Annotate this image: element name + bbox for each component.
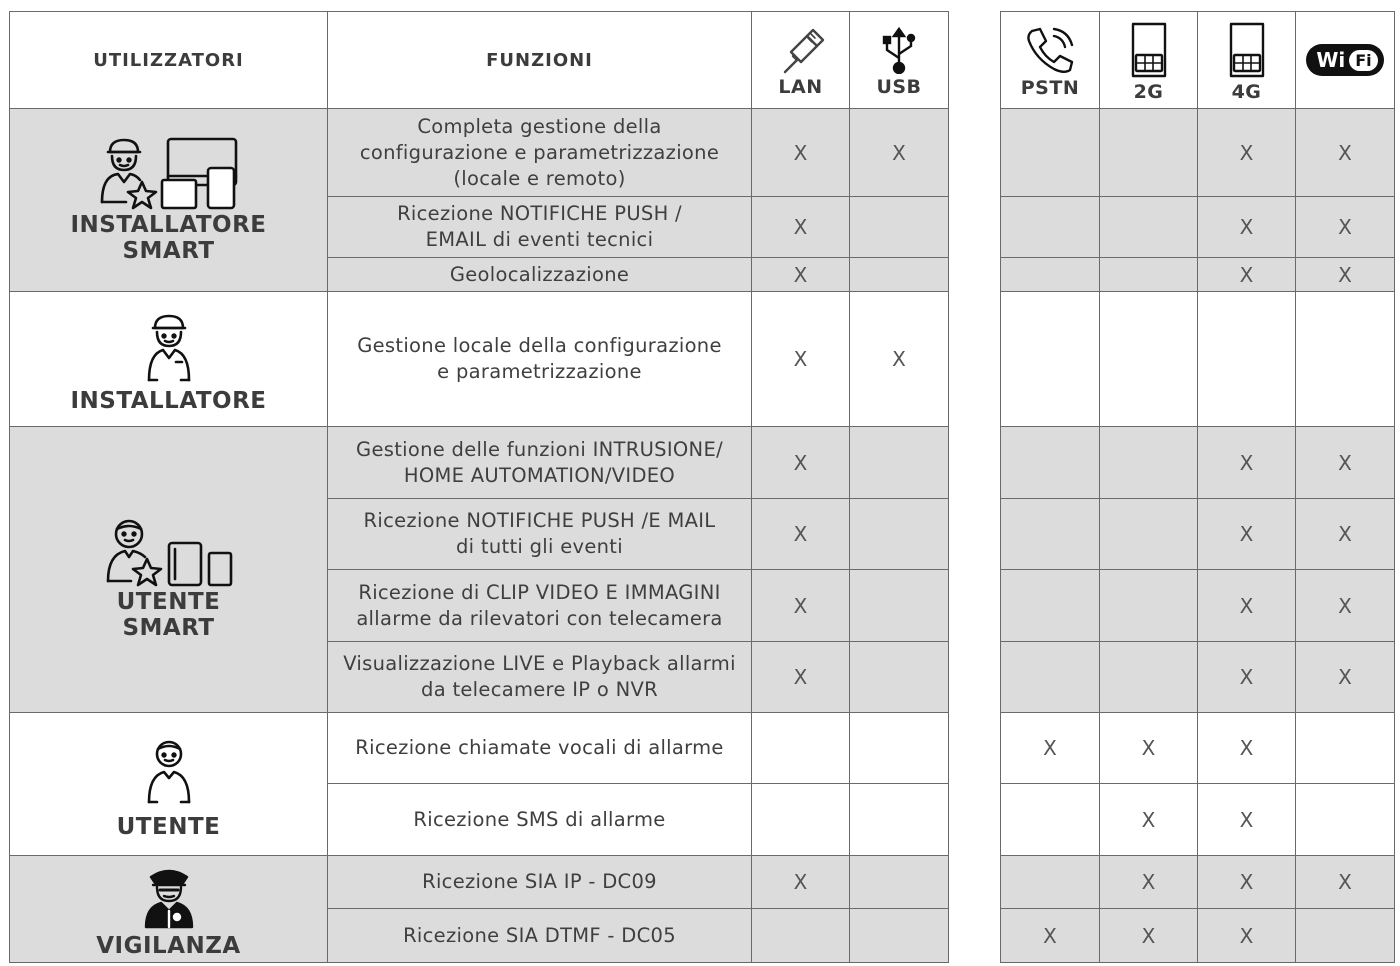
mark-usb [850,784,949,856]
mark-lan: X [752,197,850,258]
mark-4g: X [1198,570,1296,642]
mark-usb [850,499,949,570]
mark-2g [1100,197,1198,258]
mark-lan [752,784,850,856]
mark-usb [850,197,949,258]
mark-usb [850,856,949,909]
mark-2g: X [1100,713,1198,784]
header-lan [752,12,850,109]
mark-pstn [1001,427,1100,499]
function-cell: Ricezione di CLIP VIDEO E IMMAGINI allarme da rilevatori con telecamera [328,570,752,642]
function-cell: Ricezione SMS di allarme [328,784,752,856]
header-usb [850,12,949,109]
mark-pstn [1001,856,1100,909]
mark-4g: X [1198,909,1296,963]
user-utente [10,713,328,856]
header-lan-label: LAN [778,76,823,98]
mark-wifi: X [1296,197,1395,258]
user-installatore-smart [10,109,328,292]
security-guard-icon [143,865,195,929]
mark-2g [1100,292,1198,427]
user-utente-smart [10,427,328,713]
sim-card-icon [1129,21,1169,79]
mark-pstn [1001,292,1100,427]
mark-wifi: X [1296,499,1395,570]
ethernet-plug-icon [777,26,825,74]
mark-2g [1100,427,1198,499]
mark-usb [850,258,949,292]
mark-wifi [1296,292,1395,427]
mark-2g [1100,258,1198,292]
mark-lan: X [752,258,850,292]
mark-2g: X [1100,856,1198,909]
mark-lan: X [752,109,850,197]
user-installatore-smart-label-2: SMART [122,238,215,264]
phone-icon [1024,25,1076,75]
mark-4g [1198,292,1296,427]
mark-lan [752,713,850,784]
mark-4g: X [1198,197,1296,258]
mark-wifi: X [1296,570,1395,642]
features-table-left [9,11,949,963]
wifi-fi-text: Fi [1349,50,1377,71]
header-pstn-label: PSTN [1020,77,1080,99]
user-star-devices-icon [105,519,233,589]
function-cell: Gestione locale della configurazione e parametrizzazione [328,292,752,427]
mark-lan: X [752,642,850,713]
user-installatore [10,292,328,427]
function-cell: Ricezione SIA DTMF - DC05 [328,909,752,963]
user-vigilanza [10,856,328,963]
header-4g-label: 4G [1231,81,1262,103]
mark-pstn [1001,197,1100,258]
mark-lan: X [752,427,850,499]
header-pstn [1001,12,1100,109]
function-cell: Ricezione chiamate vocali di allarme [328,713,752,784]
mark-lan: X [752,570,850,642]
user-icon [144,740,194,806]
mark-lan: X [752,856,850,909]
mark-usb: X [850,292,949,427]
mark-usb [850,427,949,499]
mark-pstn: X [1001,713,1100,784]
features-table-right [1000,11,1395,963]
user-utente-smart-label-2: SMART [122,614,215,641]
mark-wifi: X [1296,856,1395,909]
mark-4g: X [1198,713,1296,784]
mark-2g: X [1100,784,1198,856]
mark-2g [1100,642,1198,713]
user-utente-smart-label-1: UTENTE [116,588,221,615]
mark-wifi: X [1296,642,1395,713]
function-cell: Completa gestione della configurazione e parametrizzazione (locale e remoto) [328,109,752,197]
mark-lan: X [752,499,850,570]
mark-usb: X [850,109,949,197]
mark-usb [850,642,949,713]
mark-wifi [1296,909,1395,963]
mark-usb [850,909,949,963]
header-functions: FUNZIONI [328,12,752,109]
mark-pstn [1001,570,1100,642]
header-users: UTILIZZATORI [10,12,328,109]
mark-usb [850,570,949,642]
mark-4g: X [1198,784,1296,856]
header-usb-label: USB [876,76,922,98]
mark-wifi: X [1296,109,1395,197]
function-cell: Geolocalizzazione [328,258,752,292]
mark-4g: X [1198,258,1296,292]
mark-wifi [1296,784,1395,856]
mark-2g [1100,109,1198,197]
header-4g [1198,12,1296,109]
mark-lan: X [752,292,850,427]
mark-pstn [1001,642,1100,713]
mark-wifi: X [1296,427,1395,499]
mark-2g [1100,570,1198,642]
mark-4g: X [1198,427,1296,499]
mark-pstn [1001,499,1100,570]
function-cell: Ricezione NOTIFICHE PUSH / EMAIL di eventi tecnici [328,197,752,258]
mark-2g [1100,499,1198,570]
user-installatore-label: INSTALLATORE [70,388,267,414]
header-2g [1100,12,1198,109]
mark-wifi [1296,713,1395,784]
mark-pstn: X [1001,909,1100,963]
function-cell: Ricezione NOTIFICHE PUSH /E MAIL di tutti gli eventi [328,499,752,570]
technician-icon [144,314,194,384]
wifi-wi-text: Wi [1316,48,1346,72]
mark-4g: X [1198,109,1296,197]
function-cell: Ricezione SIA IP - DC09 [328,856,752,909]
usb-icon [879,26,919,74]
mark-4g: X [1198,642,1296,713]
mark-4g: X [1198,856,1296,909]
mark-pstn [1001,258,1100,292]
header-2g-label: 2G [1133,81,1164,103]
wifi-badge-icon [1306,44,1383,76]
mark-pstn [1001,784,1100,856]
mark-lan [752,909,850,963]
function-cell: Visualizzazione LIVE e Playback allarmi da telecamere IP o NVR [328,642,752,713]
mark-wifi: X [1296,258,1395,292]
function-cell: Gestione delle funzioni INTRUSIONE/ HOME AUTOMATION/VIDEO [328,427,752,499]
mark-usb [850,713,949,784]
technician-star-devices-icon [98,136,240,212]
mark-4g: X [1198,499,1296,570]
sim-card-icon [1227,21,1267,79]
mark-pstn [1001,109,1100,197]
header-wifi [1296,12,1395,109]
user-utente-label: UTENTE [116,814,221,840]
user-installatore-smart-label-1: INSTALLATORE [70,212,267,238]
user-vigilanza-label: VIGILANZA [96,933,241,959]
mark-2g: X [1100,909,1198,963]
